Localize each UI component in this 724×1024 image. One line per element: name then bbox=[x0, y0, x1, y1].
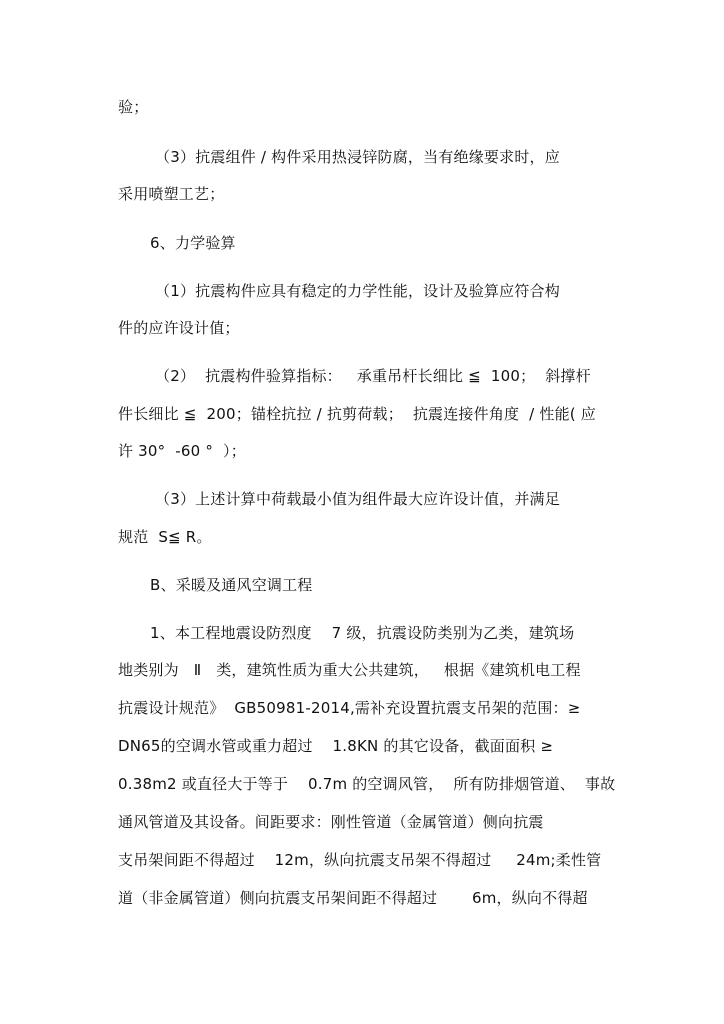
section-heading-hvac: B、采暖及通风空调工程 bbox=[150, 576, 313, 594]
section-heading-mechanics: 6、力学验算 bbox=[150, 234, 236, 252]
text-line-9: 许 30° -60 ° ）； bbox=[118, 442, 246, 460]
text-line-7: （2） 抗震构件验算指标： 承重吊杆长细比 ≦ 100； 斜撑杆 bbox=[155, 367, 591, 385]
text-line-15: 抗震设计规范》 GB50981-2014,需补充设置抗震支吊架的范围：≥ bbox=[118, 699, 581, 717]
text-line-5: （1）抗震构件应具有稳定的力学性能，设计及验算应符合构 bbox=[155, 282, 560, 300]
text-line-1: 验； bbox=[118, 98, 149, 116]
text-line-8: 件长细比 ≦ 200；锚栓抗拉 / 抗剪荷载； 抗震连接件角度 / 性能( 应 bbox=[118, 405, 597, 423]
text-line-16: DN65的空调水管或重力超过 1.8KN 的其它设备，截面面积 ≥ bbox=[118, 737, 554, 755]
text-line-20: 道（非金属管道）侧向抗震支吊架间距不得超过 6m，纵向不得超 bbox=[118, 889, 588, 907]
text-line-18: 通风管道及其设备。间距要求：刚性管道（金属管道）侧向抗震 bbox=[118, 813, 544, 831]
text-line-3: 采用喷塑工艺； bbox=[118, 185, 225, 203]
text-line-13: 1、本工程地震设防烈度 7 级，抗震设防类别为乙类，建筑场 bbox=[150, 624, 575, 642]
text-line-10: （3）上述计算中荷载最小值为组件最大应许设计值，并满足 bbox=[155, 490, 560, 508]
text-line-17: 0.38m2 或直径大于等于 0.7m 的空调风管， 所有防排烟管道、 事故 bbox=[118, 775, 616, 793]
text-line-14: 地类别为 Ⅱ 类，建筑性质为重大公共建筑， 根据《建筑机电工程 bbox=[118, 661, 581, 679]
text-line-6: 件的应许设计值； bbox=[118, 319, 240, 337]
text-line-2: （3）抗震组件 / 构件采用热浸锌防腐，当有绝缘要求时，应 bbox=[155, 148, 560, 166]
text-line-11: 规范 S≦ R。 bbox=[118, 528, 212, 546]
text-line-19: 支吊架间距不得超过 12m，纵向抗震支吊架不得超过 24m;柔性管 bbox=[118, 851, 602, 869]
